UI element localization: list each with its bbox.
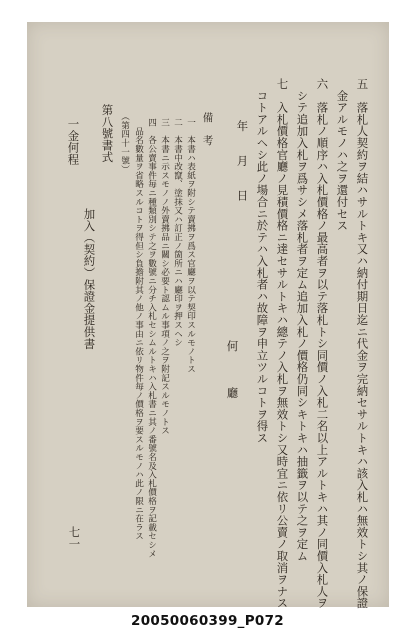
article-7-line-1: 七 入札價格官廳ノ見積價格ニ達セサルトキハ總テノ入札ヲ無效トシ又時宜ニ依リ公賣ノ取消ヲナス bbox=[275, 78, 290, 609]
note-1: 一 本書ハ表紙ヲ附シテ賣拂ヲ爲ス官廳ヲ以テ契印スルモノトス bbox=[185, 118, 196, 374]
article-5-line-2: 金アルモノハ之ヲ還付セス bbox=[335, 78, 350, 232]
form-heading: 加入（契約）保證金提供書 bbox=[82, 208, 97, 350]
form-number: （第四十一號） bbox=[119, 112, 130, 174]
article-6-line-2: シテ追加入札ヲ爲サシメ落札者ヲ定ム追加入札ノ價格仍同シキトキハ抽籤ヲ以テ之ヲ定ム bbox=[295, 78, 310, 562]
document-page bbox=[27, 22, 389, 607]
note-4-continued: 品名數量ヲ省略スルコトヲ得但シ負擔附其ノ他ノ事由ニ依リ物件毎ノ價格ヲ要スルモノハ此ノ限ニ在ラス bbox=[133, 118, 144, 541]
notes-heading: 備 考 bbox=[201, 112, 214, 147]
date-line: 年 月 日 bbox=[235, 120, 250, 207]
note-3: 三 本書ニ示スモノノ外賣拂品ニ關シ必要ト認ムル事項ノ之ヲ附記スルモノトス bbox=[159, 118, 170, 435]
article-7-line-2: コトアルヘシ此ノ場合ニ於テハ入札者ハ故障ヲ申立ツルコトヲ得ス bbox=[255, 78, 270, 444]
note-4: 四 各公賣事件毎ニ種類別シテ之ヲ數號ニ分チ入札セシムルトキハ入札書ニ其ノ番號名及入札價格ヲ記載セシメ bbox=[146, 118, 157, 558]
form-amount-label: 一金何程 bbox=[66, 118, 81, 166]
article-5-line-1: 五 落札人契約ヲ結ハサルトキ又ハ納付期日迄ニ代金ヲ完納セサルトキハ該入札ハ無效トシ其ノ保證 bbox=[355, 78, 370, 609]
signing-office: 何 廳 bbox=[225, 340, 240, 399]
image-caption: 20050060399_P072 bbox=[131, 613, 284, 629]
page-number: 七一 bbox=[67, 526, 82, 550]
article-6-line-1: 六 落札ノ順序ハ入札價格ノ最高者ヲ以テ落札トシ同價ノ入札二名以上アルトキハ其ノ同價入札人ヲ bbox=[315, 78, 330, 609]
form-title: 第八號書式 bbox=[100, 104, 115, 163]
note-2: 二 本書中改竄、塗抹又ハ訂正ノ箇所ニハ廳印ヲ押スヘシ bbox=[172, 118, 183, 347]
